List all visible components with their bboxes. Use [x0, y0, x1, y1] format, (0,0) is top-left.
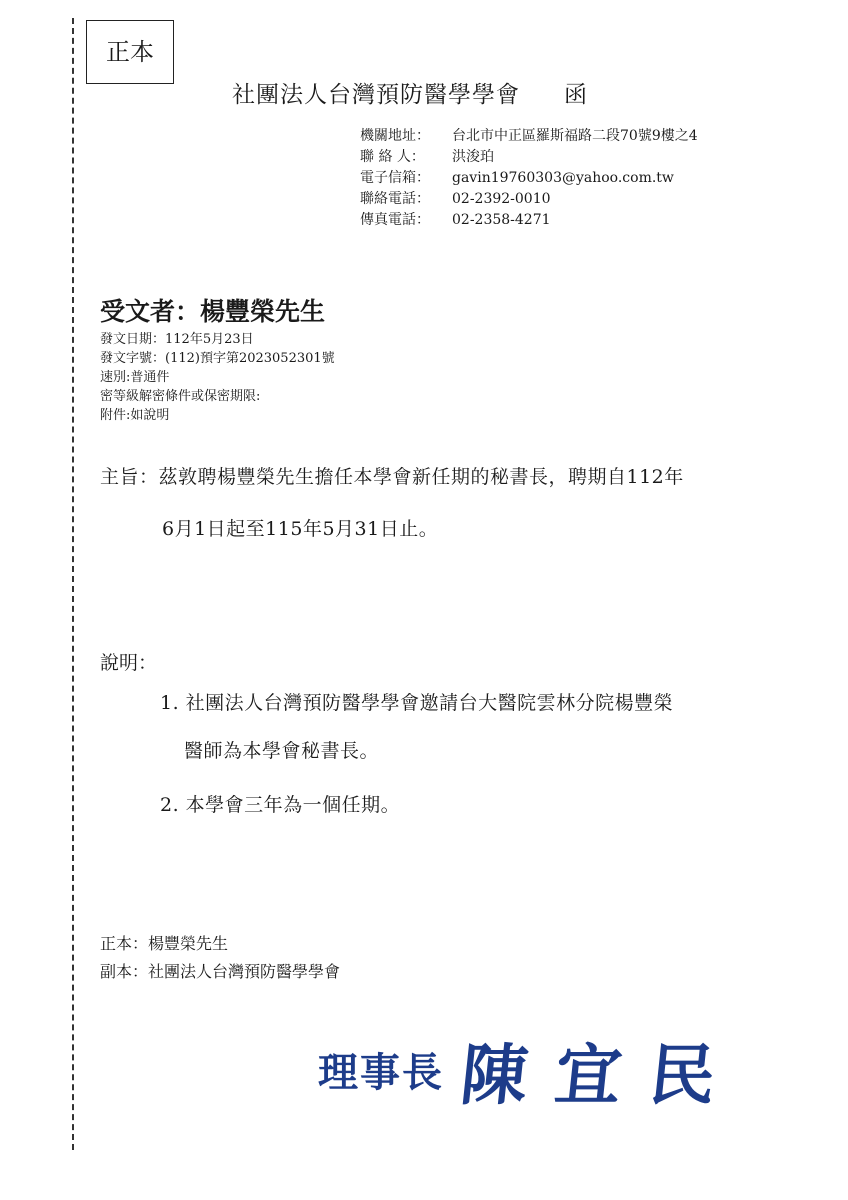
contact-value: 02-2358-4271 [452, 212, 551, 228]
explanation-item-1-cont: 醫師為本學會秘書長。 [184, 740, 380, 762]
contact-label: 聯絡電話： [360, 191, 430, 207]
subject-line-2: 6月1日起至115年5月31日止。 [162, 518, 439, 540]
explanation-label: 說明： [100, 652, 158, 674]
copy-distribution [100, 930, 340, 986]
chairman-signature-stamp [318, 1022, 748, 1117]
original-recipient: 正本：楊豐榮先生 [100, 934, 229, 953]
contact-value: 台北市中正區羅斯福路二段70號9樓之4 [452, 128, 698, 144]
recipient: 受文者：楊豐榮先生 [100, 297, 326, 326]
issue-date: 發文日期：112年5月23日 [100, 332, 254, 347]
document-meta [100, 330, 335, 425]
contact-row-phone [360, 189, 698, 210]
contact-block [360, 126, 698, 231]
subject-line-1: 主旨：茲敦聘楊豐榮先生擔任本學會新任期的秘書長，聘期自112年 [100, 466, 684, 488]
contact-label: 聯 絡 人： [360, 149, 425, 165]
contact-value: gavin19760303@yahoo.com.tw [452, 170, 674, 186]
org-name: 社團法人台灣預防醫學學會 [232, 82, 520, 108]
attachment: 附件:如說明 [100, 408, 170, 423]
contact-label: 傳真電話： [360, 212, 430, 228]
original-copy-stamp: 正本 [86, 20, 174, 84]
letter-title [232, 76, 588, 109]
doc-type: 函 [564, 82, 588, 108]
contact-label: 機關地址： [360, 128, 430, 144]
contact-value: 洪浚珀 [452, 149, 494, 165]
signature-name: 陳宜民 [457, 1036, 748, 1114]
contact-label: 電子信箱： [360, 170, 430, 186]
binding-dashed-line [72, 18, 74, 1150]
delivery-speed: 速別:普通件 [100, 370, 170, 385]
contact-row-person [360, 147, 698, 168]
copy-recipient: 副本：社團法人台灣預防醫學學會 [100, 962, 341, 981]
explanation-item-1: 1. 社團法人台灣預防醫學學會邀請台大醫院雲林分院楊豐榮 [160, 692, 674, 714]
contact-row-address [360, 126, 698, 147]
contact-row-fax [360, 210, 698, 231]
document-number: 發文字號：(112)預字第2023052301號 [100, 351, 335, 366]
secrecy-level: 密等級解密條件或保密期限: [100, 389, 261, 404]
contact-row-email [360, 168, 698, 189]
contact-value: 02-2392-0010 [452, 191, 551, 207]
signature-title: 理事長 [318, 1050, 444, 1096]
explanation-item-2: 2. 本學會三年為一個任期。 [160, 794, 401, 816]
